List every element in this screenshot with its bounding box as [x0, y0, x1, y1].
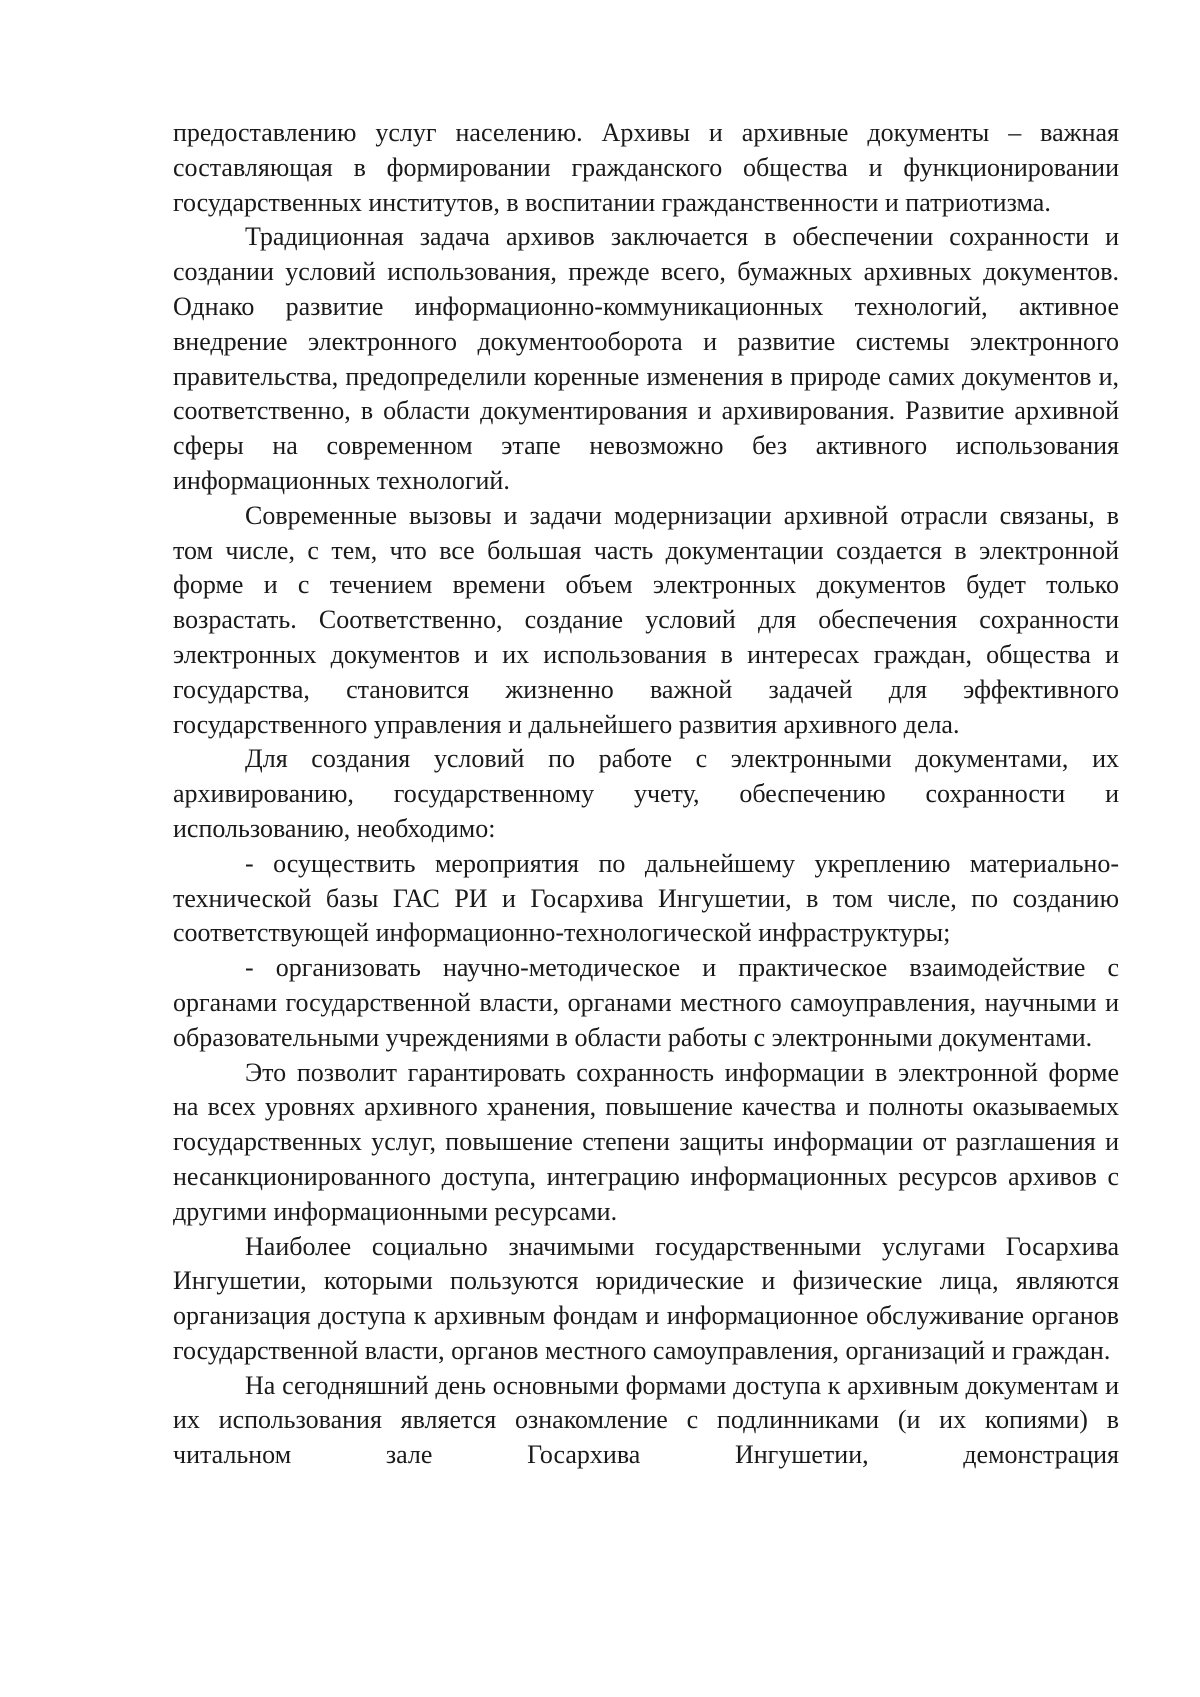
paragraph: предоставлению услуг населению. Архивы и архивные документы – важная составляющая в формировании гражданского общества и функционировании государственных институтов, в воспитании гражданственности и патриотизма. [173, 118, 1119, 217]
paragraph: Современные вызовы и задачи модернизации архивной отрасли связаны, в том числе, с тем, что все большая часть документации создается в электронной форме и с течением времени объем электронных документов будет только возрастать. Соответственно, создание условий для обеспечения сохранности электронных документов и их использования в интересах граждан, общества и государства, становится жизненно важной задачей для эффективного государственного управления и дальнейшего развития архивного дела. [173, 500, 1119, 739]
list-item: - организовать научно-методическое и практическое взаимодействие с органами государственной власти, органами местного самоуправления, научными и образовательными учреждениями в области работы с электронными документами. [173, 953, 1119, 1052]
list-item: - осуществить мероприятия по дальнейшему укреплению материально-технической базы ГАС РИ и Госархива Ингушетии, в том числе, по созданию соответствующей информационно-технологической инфраструктуры; [173, 848, 1119, 948]
paragraph: Традиционная задача архивов заключается в обеспечении сохранности и создании условий использования, прежде всего, бумажных архивных документов. Однако развитие информационно-коммуникационных технологий, активное внедрение электронного документооборота и развитие системы электронного правительства, предопределили коренные изменения в природе самих документов и, соответственно, в области документирования и архивирования. Развитие архивной сферы на современном этапе невозможно без активного использования информационных технологий. [173, 222, 1119, 495]
paragraph: Для создания условий по работе с электронными документами, их архивированию, государственному учету, обеспечению сохранности и использованию, необходимо: [173, 744, 1119, 843]
paragraph: Наиболее социально значимыми государственными услугами Госархива Ингушетии, которыми пользуются юридические и физические лица, являются организация доступа к архивным фондам и информационное обслуживание органов государственной власти, органов местного самоуправления, организаций и граждан. [173, 1231, 1119, 1365]
paragraph: На сегодняшний день основными формами доступа к архивным документам и их использования является ознакомление с подлинниками (и их копиями) в читальном зале Госархива Ингушетии, демонстрация [173, 1370, 1119, 1470]
paragraph: Это позволит гарантировать сохранность информации в электронной форме на всех уровнях архивного хранения, повышение качества и полноты оказываемых государственных услуг, повышение степени защиты информации от разглашения и несанкционированного доступа, интеграцию информационных ресурсов архивов с другими информационными ресурсами. [173, 1057, 1119, 1226]
document-body [173, 116, 1119, 1473]
